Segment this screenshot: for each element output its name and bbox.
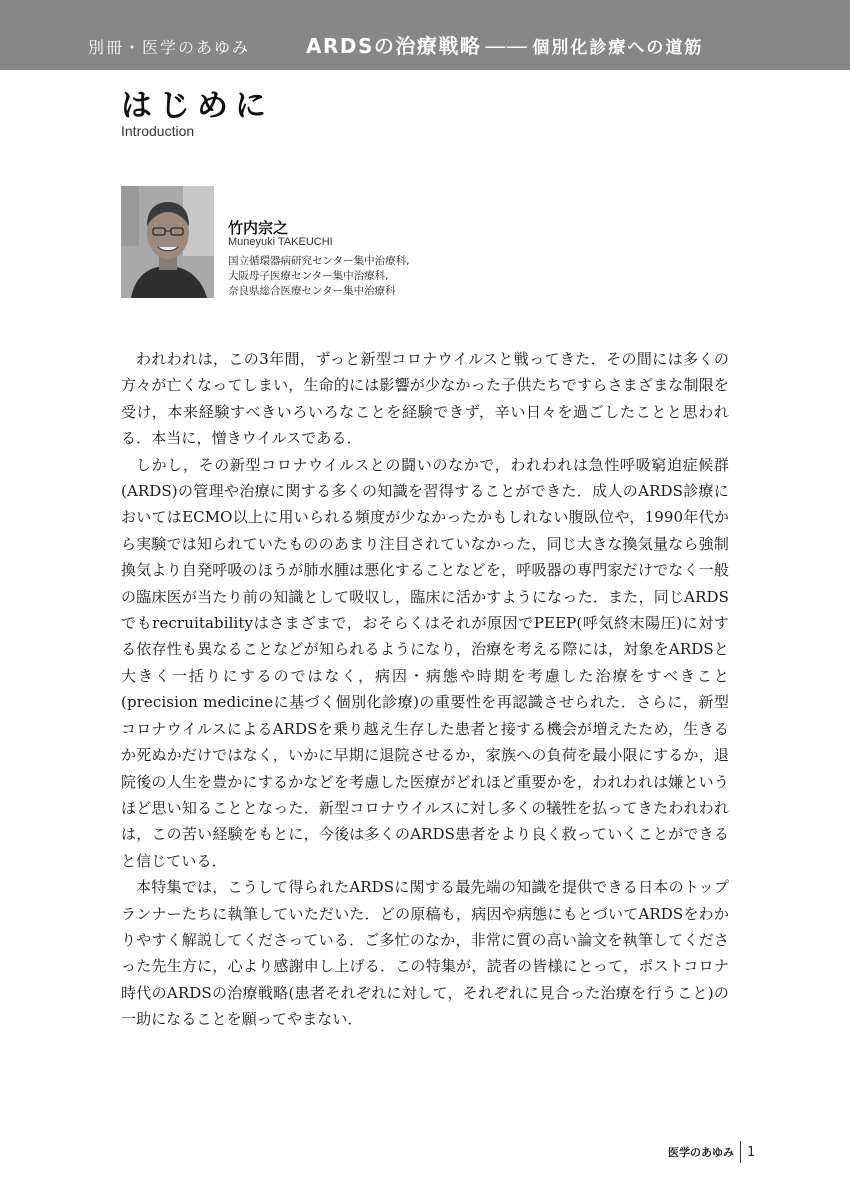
article-title: はじめに xyxy=(121,88,273,124)
author-portrait-icon xyxy=(121,186,214,298)
body-paragraph: しかし，その新型コロナウイルスとの闘いのなかで，われわれは急性呼吸窮迫症候群(ARDS)の管理や治療に関する多くの知識を習得することができた．成人のARDS診療においてはECMO以上に用いられる頻度が少なかったかもしれない腹臥位や，1990年代から実験では知られていたもののあまり注目されていなかった，同じ大きな換気量なら強制換気より自発呼吸のほうが肺水腫は悪化することなどを，呼吸器の専門家だけでなく一般の臨床医が当たり前の知識として吸収し，臨床に活かすようになった．また，同じARDSでもrecruitabilityはさまざまで，おそらくはそれが原因でPEEP(呼気終末陽圧)に対する依存性も異なることなどが知られるようになり，治療を考える際には，対象をARDSと大きく一括りにするのではなく，病因・病態や時期を考慮した治療をすべきこと(precision medicineに基づく個別化診療)の重要性を再認識させられた．さらに，新型コロナウイルスによるARDSを乗り越え生存した患者と接する機会が増えたため，生きるか死ぬかだけではなく，いかに早期に退院させるか，家族への負荷を最小限にするか，退院後の人生を豊かにするかなどを考慮した医療がどれほど重要かを，われわれは嫌というほど思い知ることとなった．新型コロナウイルスに対し多くの犠牲を払ってきたわれわれは，この苦い経験をもとに，今後は多くのARDS患者をより良く救っていくことができると信じている． xyxy=(121,455,729,870)
article-body xyxy=(121,346,729,1033)
author-affiliations xyxy=(228,254,409,299)
issue-subtitle: 個別化診療への道筋 xyxy=(532,38,704,58)
author-name-en: Muneyuki TAKEUCHI xyxy=(228,236,333,248)
issue-title-line xyxy=(306,32,703,62)
body-paragraph: 本特集では，こうして得られたARDSに関する最先端の知識を提供できる日本のトップランナーたちに執筆していただいた．どの原稿も，病因や病態にもとづいてARDSをわかりやすく解説してくださっている．ご多忙のなか，非常に質の高い論文を執筆してくださった先生方に，心より感謝申し上げる．この特集が，読者の皆様にとって，ポストコロナ時代のARDSの治療戦略(患者それぞれに対して，それぞれに見合った治療を行うこと)の一助になることを願ってやまない． xyxy=(121,878,729,1029)
issue-title: ARDSの治療戦略 xyxy=(306,34,482,58)
affiliation-item: 国立循環器病研究センター集中治療科, xyxy=(228,255,410,267)
footer-magazine: 医学のあゆみ xyxy=(668,1146,734,1159)
page-number: 1 xyxy=(747,1144,756,1160)
title-dash: ―― xyxy=(485,34,529,58)
affiliation-item: 奈良県総合医療センター集中治療科 xyxy=(228,285,396,297)
affiliation-item: 大阪母子医療センター集中治療科, xyxy=(228,270,389,282)
author-photo xyxy=(121,186,214,298)
footer-divider xyxy=(740,1141,741,1163)
page-footer xyxy=(668,1140,755,1164)
article-title-en: Introduction xyxy=(121,123,195,139)
body-paragraph: われわれは，この3年間，ずっと新型コロナウイルスと戦ってきた．その間には多くの方々が亡くなってしまい，生命的には影響が少なかった子供たちですらさまざまな制限を受け，本来経験すべきいろいろなことを経験できず，辛い日々を過ごしたことと思われる．本当に，憎きウイルスである． xyxy=(121,350,729,448)
author-name: 竹内宗之 xyxy=(228,219,289,237)
series-title: 別冊・医学のあゆみ xyxy=(88,38,251,57)
running-header xyxy=(0,0,850,70)
